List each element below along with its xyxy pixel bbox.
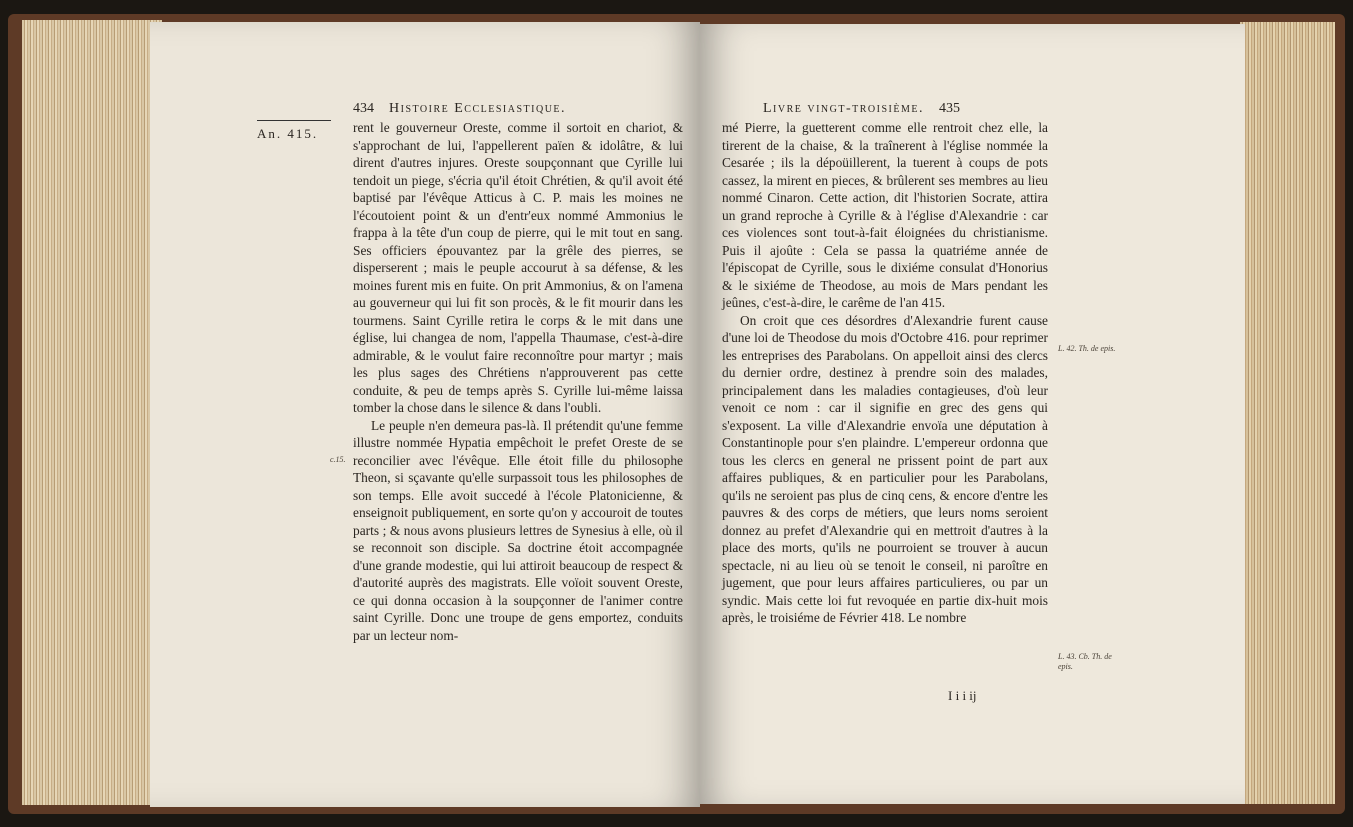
right-running-head [763, 101, 960, 117]
right-margin-note-1: L. 42. Th. de epis. [1058, 344, 1116, 353]
right-running-title: Livre vingt-troisième. [763, 101, 924, 116]
right-page-edges [1240, 22, 1335, 804]
left-paragraph-2: Le peuple n'en demeura pas-là. Il prétendit qu'une femme illustre nommée Hypatia empêchoit le prefet Oreste de se reconcilier avec l'évêque. Elle étoit fille du philosophe Theon, si sçavante qu'elle surpassoit tous les philosophes de son temps. Elle avoit succedé à l'école Platonicienne, & enseignoit publiquement, en sorte qu'on y accouroit de toutes parts ; & nous avons plusieurs lettres de Synesius à elle, où il se reconnoit son disciple. Sa doctrine étoit accompagnée d'une grande modestie, qui lui attiroit beaucoup de respect & d'autorité auprès des magistrats. Elle voïoit souvent Oreste, ce qui donna occasion à la soupçonner de l'animer contre saint Cyrille. Donc une troupe de gens emportez, conduits par un lecteur nom- [353, 417, 683, 643]
left-paragraph-1: rent le gouverneur Oreste, comme il sortoit en chariot, & s'approchant de lui, l'appellerent païen & idolâtre, & lui dirent d'autres injures. Oreste soupçonnant que Cyrille lui tendoit un piege, s'écria qu'il étoit Chrétien, & qu'il avoit été baptisé par l'évêque Atticus à C. P. mais les moines ne l'écoutoient point & un d'entr'eux nommé Ammonius le frappa à la tête d'un coup de pierre, qui le mit tout en sang. Ses officiers épouvantez par la grêle des pierres, se disperserent ; mais le peuple accourut à sa défense, & les moines furent mis en fuite. On prit Ammonius, & on l'amena au gouverneur qui lui fit son procès, & le fit mourir dans les tourmens. Saint Cyrille retira le corps & le mit dans une église, lui changea de nom, l'appella Thaumase, c'est-à-dire admirable, & le voulut faire reconnoître pour martyr ; mais les plus sages des Chrétiens n'approuverent pas cette conduite, & peu de temps après S. Cyrille lui-même laissa tomber la chose dans le silence & dans l'oubli. [353, 120, 683, 415]
right-page-text [722, 119, 1048, 627]
signature-mark: I i i ij [948, 688, 977, 703]
year-rule [257, 120, 331, 121]
right-margin-note-2: L. 43. Cb. Th. de epis. [1058, 652, 1112, 671]
right-paragraph-1: mé Pierre, la guetterent comme elle rentroit chez elle, la tirerent de la chaise, & la traînerent à l'église nommée la Cesarée ; ils la dépoüillerent, la tuerent à coups de pots cassez, la mirent en pieces, & brûlerent ses membres au lieu nommé Cinaron. Cette action, dit l'historien Socrate, attira un grand reproche à Cyrille & à l'église d'Alexandrie : car ces violences sont tout-à-fait éloignées du christianisme. Puis il ajoûte : Cela se passa la quatriéme année de l'épiscopat de Cyrille, sous le dixiéme consulat d'Honorius & le sixiéme de Theodose, au mois de Mars pendant les jeûnes, c'est-à-dire, le carême de l'an 415. [722, 120, 1048, 310]
left-page-edges [22, 20, 162, 805]
left-margin-note: c.15. [330, 455, 346, 464]
left-running-head [353, 101, 566, 117]
right-paragraph-2: On croit que ces désordres d'Alexandrie furent cause d'une loi de Theodose du mois d'Octobre 416. pour reprimer les entreprises des Parabolans. On appelloit ainsi des clercs du dernier ordre, destinez à prendre soin des malades, principalement dans les maladies contagieuses, d'où leur venoit ce nom : car il signifie en grec des gens qui s'exposent. La ville d'Alexandrie envoïa une députation à Constantinople pour s'en plaindre. L'empereur ordonna que tous les clercs en general ne prissent point de part aux affaires publiques, & en particulier pour les Parabolans, qu'ils ne seroient pas plus de cinq cens, & encore d'entre les pauvres & des corps de métiers, que leurs noms seroient donnez au prefet d'Alexandrie qui en mettroit d'autres à la place des morts, qu'ils ne pourroient se trouver à aucun spectacle, ni au lieu où se tenoit le conseil, ni paroître en jugement, que pour leurs affaires particulieres, ou par un syndic. Mais cette loi fut revoquée en partie dix-huit mois après, le troisiéme de Février 418. Le nombre [722, 312, 1048, 625]
left-page-number: 434 [353, 101, 374, 116]
left-running-title: Histoire Ecclesiastique. [389, 101, 567, 116]
right-page-number: 435 [938, 101, 960, 116]
left-page-text [353, 119, 683, 644]
year-label: An. 415. [257, 126, 319, 141]
